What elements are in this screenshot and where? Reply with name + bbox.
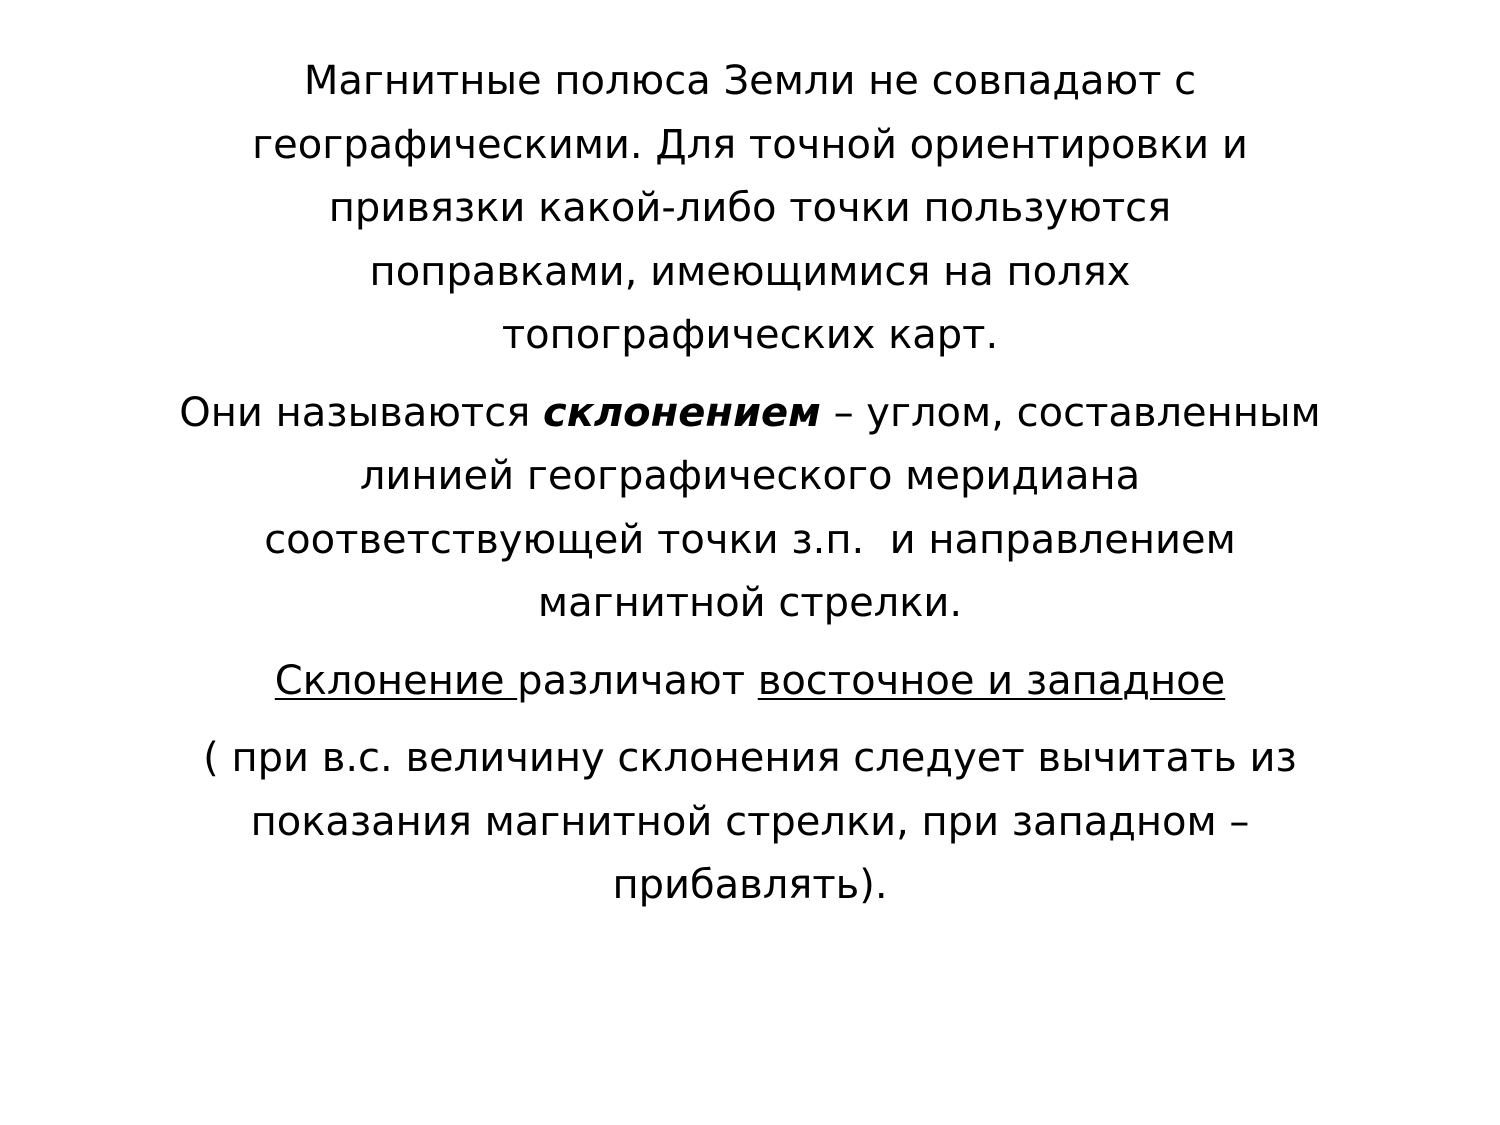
text-line: Магнитные полюса Земли не совпадают с xyxy=(303,58,1197,104)
text-line: географическими. Для точной ориентировки и xyxy=(252,121,1248,168)
text-line xyxy=(70,382,1430,446)
text-line: прибавлять). xyxy=(612,862,888,908)
slide-content xyxy=(70,50,1430,932)
text-line: линией географического меридиана xyxy=(359,453,1141,499)
text-line: ( при в.с. величину склонения следует вычитать из xyxy=(203,735,1297,781)
text-line: магнитной стрелки. xyxy=(537,580,963,626)
paragraph-declination-definition xyxy=(70,382,1430,636)
paragraph-magnetic-poles xyxy=(70,50,1430,368)
text-fragment: – углом, составленным xyxy=(820,389,1321,436)
text-line xyxy=(70,650,1430,714)
text-line: поправками, имеющимися на полях xyxy=(369,248,1131,295)
text-fragment: различают xyxy=(517,657,758,704)
declination-term-underlined: Склонение xyxy=(274,657,518,704)
paragraph-declination-rule xyxy=(70,727,1430,918)
text-line: соответствующей точки з.п. и направлением xyxy=(264,516,1236,563)
declination-types-underlined: восточное и западное xyxy=(757,657,1226,704)
text-line: привязки какой-либо точки пользуются xyxy=(328,185,1172,231)
paragraph-declination-types xyxy=(70,650,1430,714)
declination-term: склонением xyxy=(542,389,821,436)
text-fragment: Они называются xyxy=(179,389,543,436)
text-line: показания магнитной стрелки, при западном – xyxy=(250,798,1250,845)
text-line: топографических карт. xyxy=(501,312,999,358)
